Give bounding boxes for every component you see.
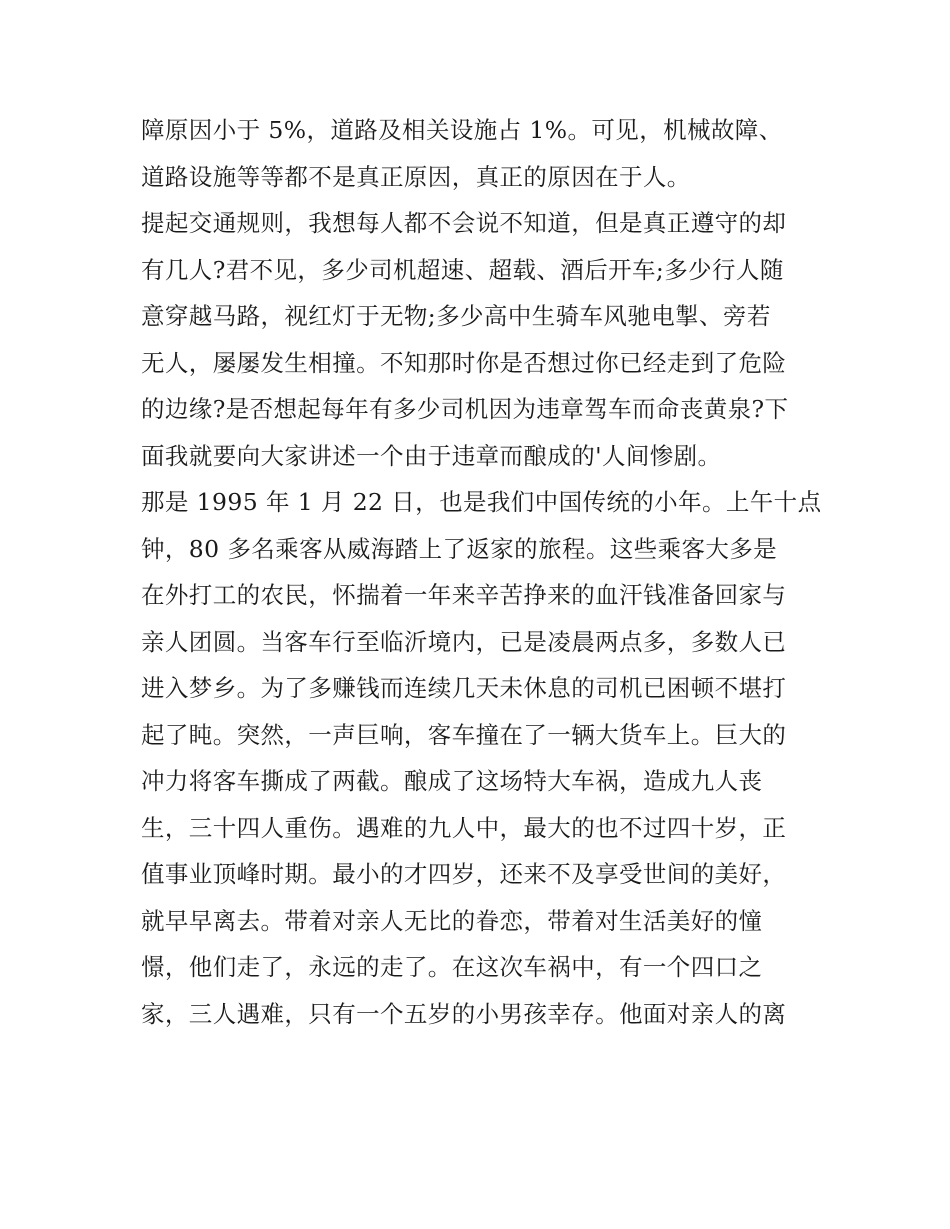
text-line: 生，三十四人重伤。遇难的九人中，最大的也不过四十岁，正 (141, 813, 787, 842)
text-line: 起了盹。突然，一声巨响，客车撞在了一辆大货车上。巨大的 (141, 720, 787, 749)
text-line: 钟，80 多名乘客从威海踏上了返家的旅程。这些乘客大多是 (141, 534, 778, 563)
text-line: 那是 1995 年 1 月 22 日，也是我们中国传统的小年。上午十点 (141, 488, 822, 516)
text-line: 进入梦乡。为了多赚钱而连续几天未休息的司机已困顿不堪打 (141, 674, 787, 702)
text-line: 值事业顶峰时期。最小的才四岁，还来不及享受世间的美好， (141, 860, 787, 888)
text-line: 憬，他们走了，永远的走了。在这次车祸中，有一个四口之 (141, 953, 763, 981)
text-line: 意穿越马路，视红灯于无物;多少高中生骑车风驰电掣、旁若 (141, 302, 771, 330)
text-line: 面我就要向大家讲述一个由于违章而酿成的'人间惨剧。 (141, 441, 722, 470)
text-line: 就早早离去。带着对亲人无比的眷恋，带着对生活美好的憧 (141, 906, 763, 935)
text-line: 的边缘?是否想起每年有多少司机因为违章驾车而命丧黄泉?下 (141, 395, 789, 423)
text-line: 家，三人遇难，只有一个五岁的小男孩幸存。他面对亲人的离 (141, 999, 787, 1028)
body-text (141, 107, 821, 1037)
text-line: 道路设施等等都不是真正原因，真正的原因在于人。 (141, 162, 691, 191)
text-line: 有几人?君不见，多少司机超速、超载、酒后开车;多少行人随 (141, 255, 784, 284)
text-line: 在外打工的农民，怀揣着一年来辛苦挣来的血汗钱准备回家与 (141, 581, 787, 609)
text-line: 无人，屡屡发生相撞。不知那时你是否想过你已经走到了危险 (141, 348, 787, 377)
text-line: 冲力将客车撕成了两截。酿成了这场特大车祸，造成九人丧 (141, 767, 763, 795)
text-line: 提起交通规则，我想每人都不会说不知道，但是真正遵守的却 (141, 209, 787, 237)
text-line: 亲人团圆。当客车行至临沂境内，已是凌晨两点多，多数人已 (141, 627, 787, 656)
text-line: 障原因小于 5%，道路及相关设施占 1%。可见，机械故障、 (141, 116, 783, 144)
